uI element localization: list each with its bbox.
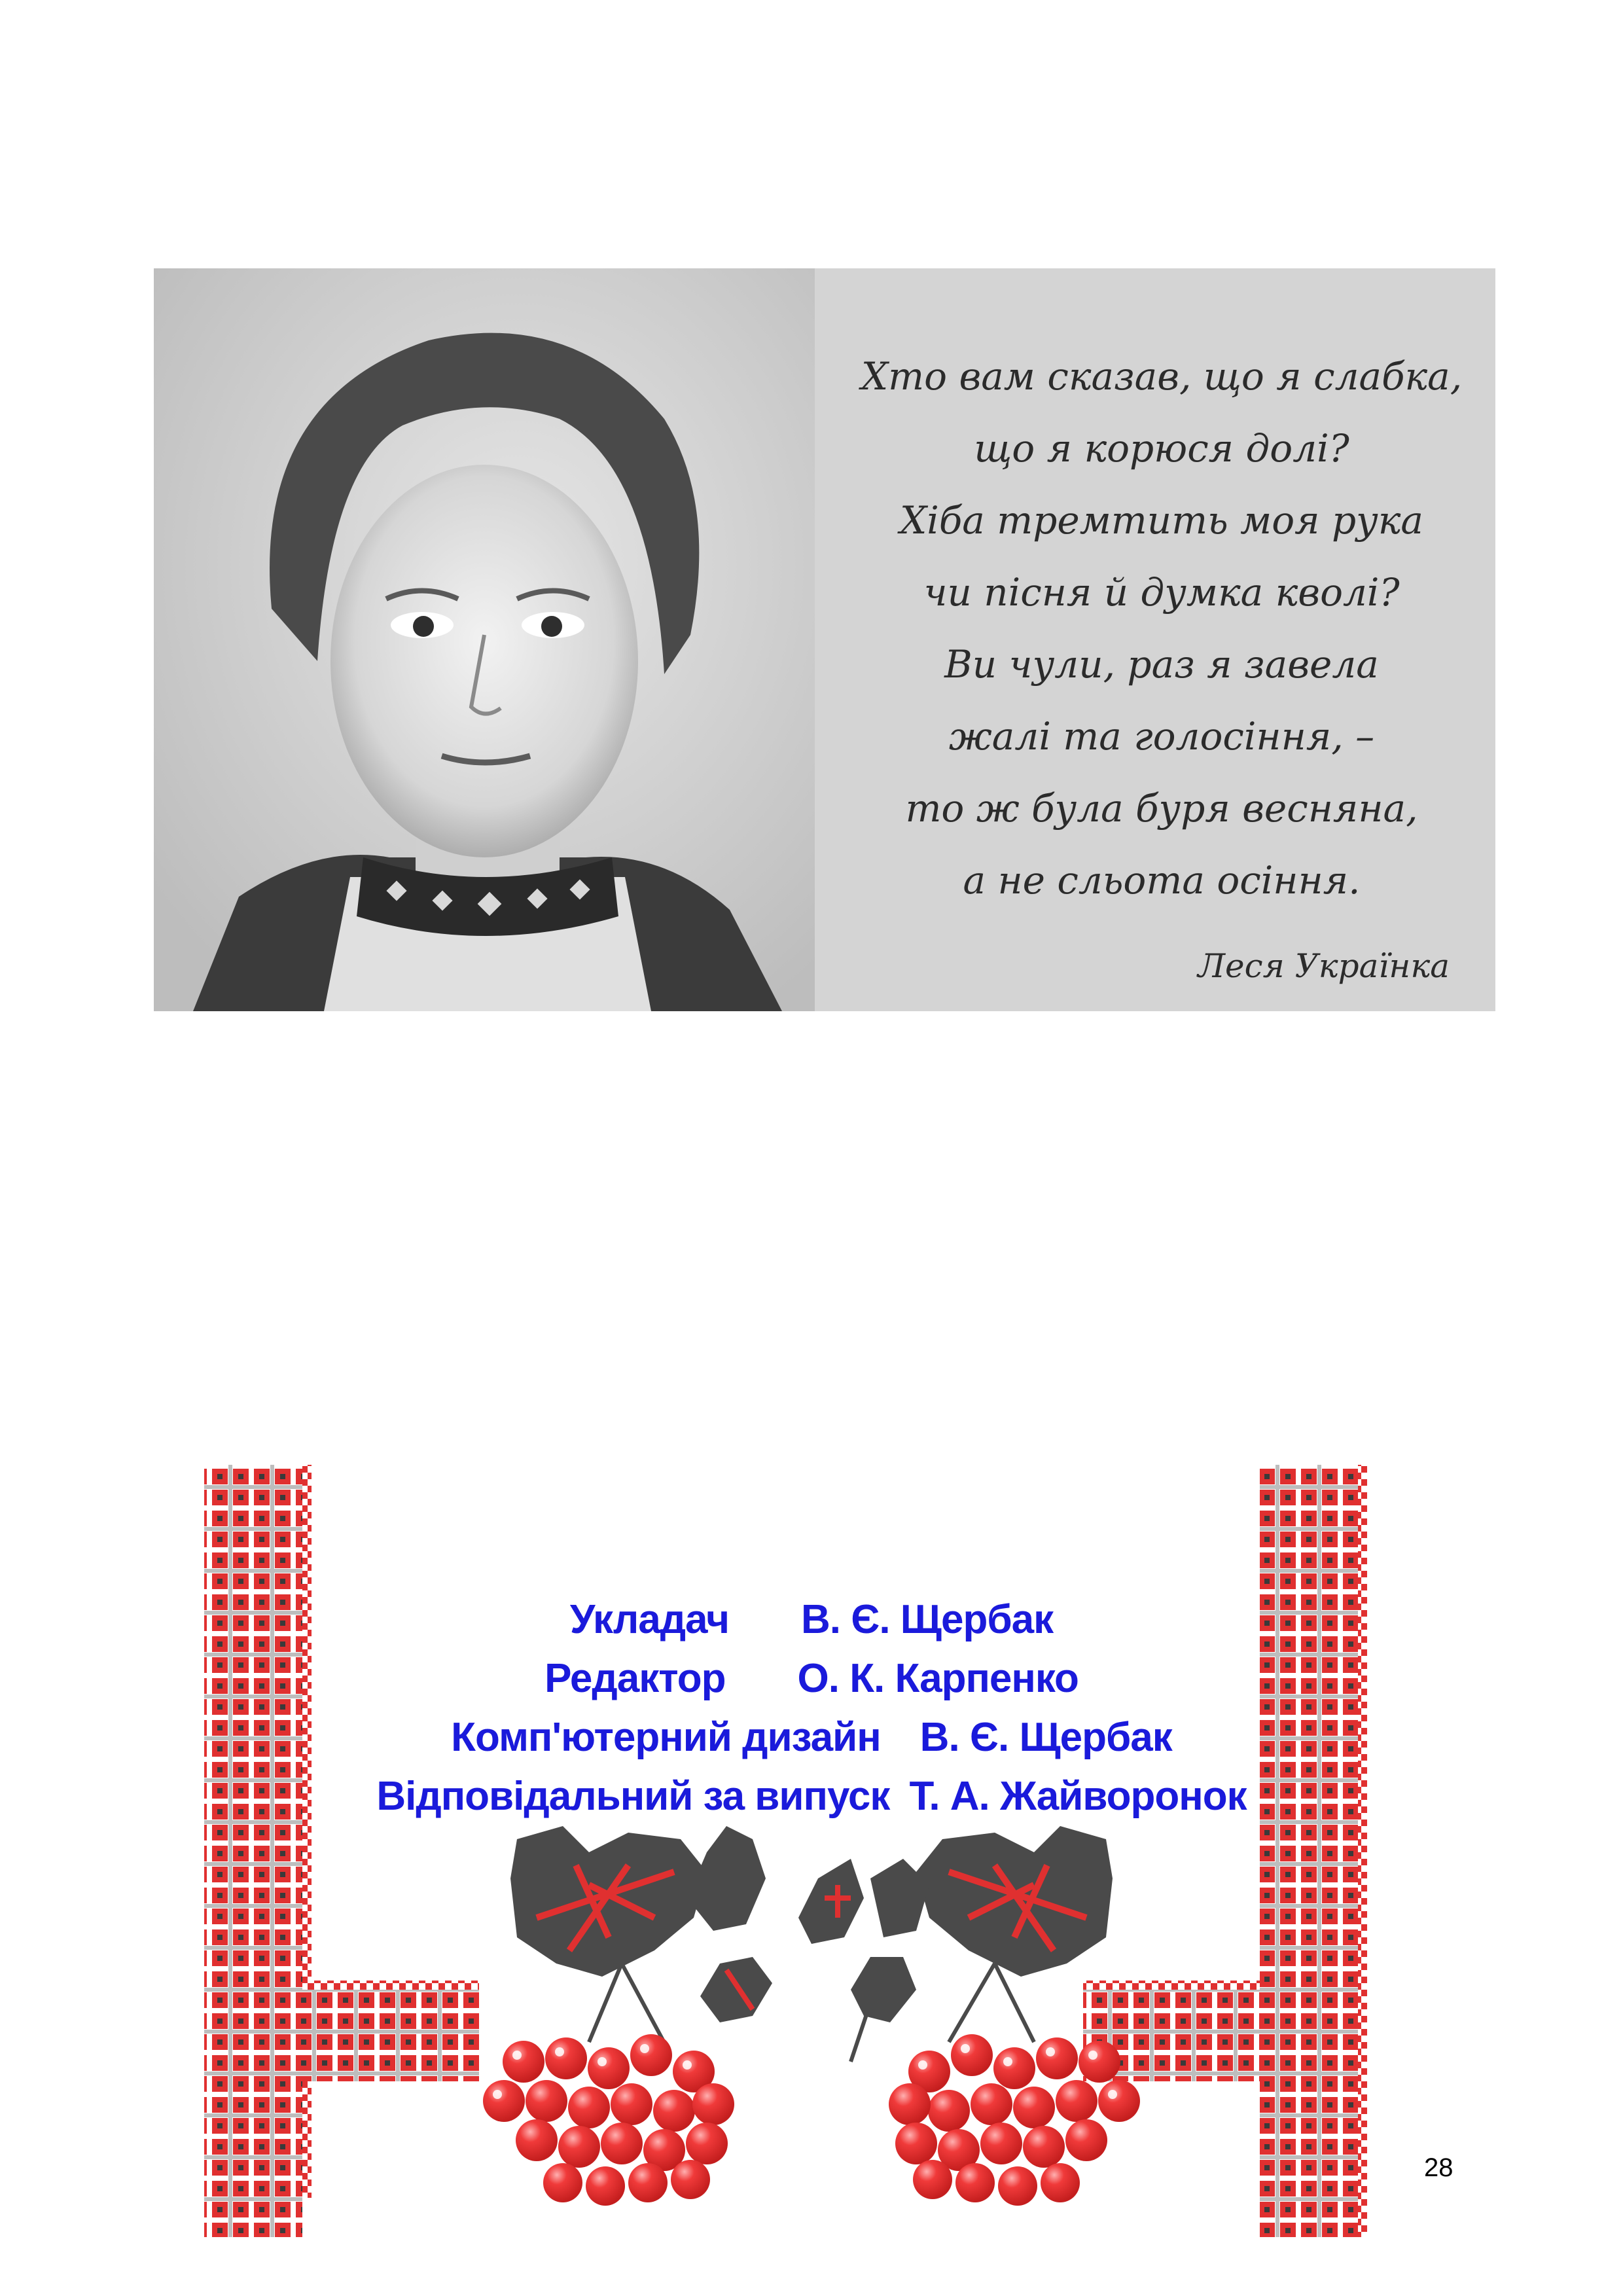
quote-line: чи пісня й думка кволі? xyxy=(923,570,1400,615)
quote-line: Хіба тремтить моя рука xyxy=(900,498,1423,543)
credit-line-editor xyxy=(308,1649,1315,1708)
quote-card xyxy=(154,268,1495,1011)
credit-role: Відповідальний за випуск xyxy=(376,1774,890,1819)
credit-name: Т. А. Жайворонок xyxy=(909,1774,1247,1819)
quote-line: Ви чули, раз я завела xyxy=(944,642,1379,687)
quote-line: то ж була буря весняна, xyxy=(905,786,1418,831)
credit-line-design xyxy=(308,1708,1315,1767)
quote-line: а не сльота осіння. xyxy=(963,858,1361,903)
quote-line: що я корюся долі? xyxy=(974,426,1349,471)
quote-line: жалі та голосіння, – xyxy=(948,714,1375,759)
quote-line: Хто вам сказав, що я слабка, xyxy=(861,354,1463,399)
credit-role: Укладач xyxy=(569,1597,729,1642)
credit-role: Комп'ютерний дизайн xyxy=(451,1715,881,1760)
quote-poem xyxy=(834,340,1489,916)
credit-line-responsible xyxy=(308,1767,1315,1826)
credit-line-compiler xyxy=(308,1590,1315,1649)
credit-role: Редактор xyxy=(544,1656,726,1701)
credit-name: О. К. Карпенко xyxy=(797,1656,1079,1701)
quote-author: Леся Українка xyxy=(1198,947,1450,985)
credits-block xyxy=(308,1590,1315,1826)
credit-name: В. Є. Щербак xyxy=(801,1597,1054,1642)
portrait-image xyxy=(154,268,815,1011)
page-number: 28 xyxy=(1424,2153,1454,2182)
credit-name: В. Є. Щербак xyxy=(919,1715,1172,1760)
